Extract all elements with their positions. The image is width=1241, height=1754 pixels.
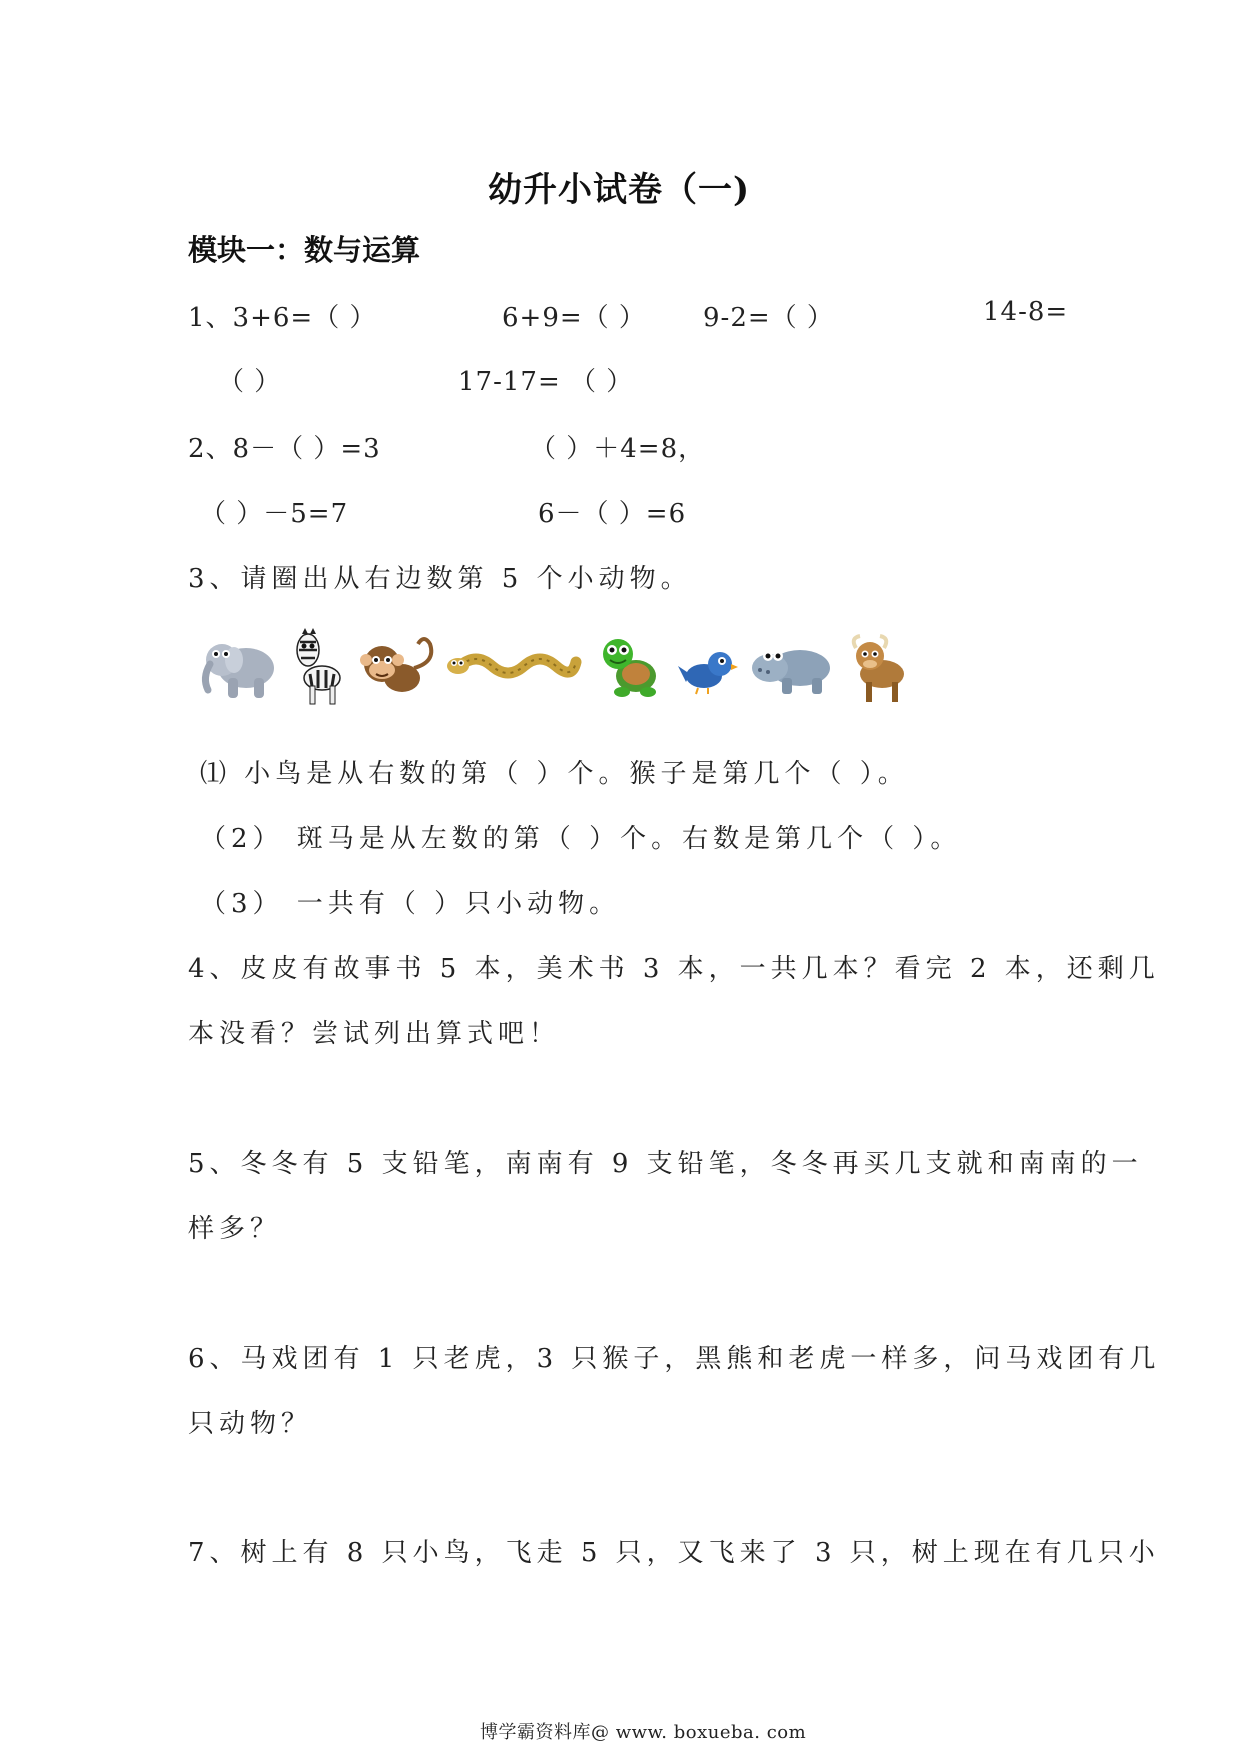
zebra-icon <box>290 628 348 706</box>
q3-sub3: （3） 一共有（ ）只小动物。 <box>200 889 621 919</box>
q6-line1: 6、马戏团有 1 只老虎，3 只猴子，黑熊和老虎一样多，问马戏团有几 <box>188 1344 1161 1374</box>
q5-line1: 5、冬冬有 5 支铅笔，南南有 9 支铅笔，冬冬再买几支就和南南的一 <box>188 1149 1143 1179</box>
module-heading: 模块一：数与运算 <box>188 233 421 267</box>
q4-line1: 4、皮皮有故事书 5 本，美术书 3 本，一共几本？看完 2 本，还剩几 <box>188 954 1160 984</box>
q1-item-b: 6+9=（ ） <box>502 303 646 333</box>
snake-icon <box>446 648 582 688</box>
q3-sub2: （2） 斑马是从左数的第（ ）个。右数是第几个（ ）。 <box>200 824 962 854</box>
q6-line2: 只动物？ <box>188 1409 313 1439</box>
page-title: 幼升小试卷（一) <box>488 170 751 210</box>
q2-item-c: （ ）－5=7 <box>200 499 349 529</box>
q7-line1: 7、树上有 8 只小鸟，飞走 5 只，又飞来了 3 只，树上现在有几只小 <box>188 1538 1160 1568</box>
q2-item-b: （ ）＋4=8， <box>530 434 706 464</box>
q1-item-f: 17-17= （ ） <box>458 367 634 397</box>
q1-item-e: （ ） <box>218 367 282 397</box>
buffalo-icon <box>848 632 914 704</box>
q3-sub1: ⑴ 小鸟是从右数的第（ ）个。猴子是第几个（ ）。 <box>200 759 909 789</box>
q1-item-a: 1、3+6=（ ） <box>188 303 377 333</box>
bird-icon <box>676 644 738 696</box>
turtle-icon <box>600 634 662 700</box>
hippo-icon <box>750 638 834 698</box>
animal-row <box>198 628 918 708</box>
q5-line2: 样多？ <box>188 1214 282 1244</box>
monkey-icon <box>358 632 438 702</box>
q1-item-d: 14-8= <box>983 297 1069 327</box>
page-footer: 博学霸资料库@ www. boxueba. com <box>480 1722 807 1743</box>
q2-item-a: 2、8－（ ）=3 <box>188 434 381 464</box>
q4-line2: 本没看？尝试列出算式吧！ <box>188 1019 561 1049</box>
elephant-icon <box>198 634 278 702</box>
q2-item-d: 6－（ ）=6 <box>538 499 687 529</box>
q3-prompt: 3、请圈出从右边数第 5 个小动物。 <box>188 564 692 594</box>
q1-item-c: 9-2=（ ） <box>703 303 834 333</box>
